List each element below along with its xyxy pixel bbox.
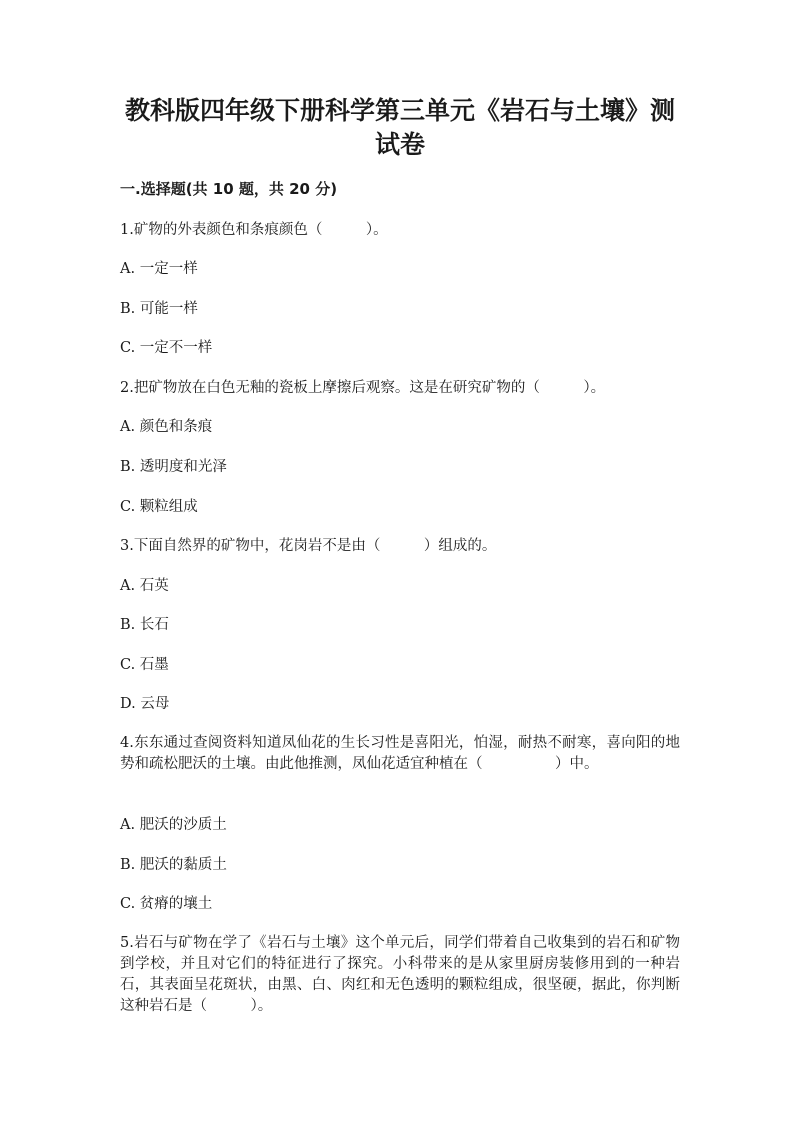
question-stem: 5.岩石与矿物在学了《岩石与土壤》这个单元后，同学们带着自己收集到的岩石和矿物到学校，并且对它们的特征进行了探究。小科带来的是从家里厨房装修用到的一种岩石，其表面呈花斑状，由黑、白、肉红和无色透明的颗粒组成，很坚硬，据此，你判断这种岩石是（ ）。 (120, 935, 680, 1014)
question-option: A. 一定一样 (120, 261, 198, 277)
question-option: B. 可能一样 (120, 301, 198, 317)
question-option: A. 石英 (120, 578, 169, 594)
question-option: D. 云母 (120, 696, 170, 712)
question-option: C. 一定不一样 (120, 340, 213, 356)
question-stem: 4.东东通过查阅资料知道凤仙花的生长习性是喜阳光，怕湿，耐热不耐寒，喜向阳的地势和疏松肥沃的土壤。由此他推测，凤仙花适宜种植在（ ）中。 (120, 735, 680, 772)
question-option: B. 肥沃的黏质土 (120, 857, 227, 873)
question-stem: 1.矿物的外表颜色和条痕颜色（ ）。 (120, 222, 388, 238)
page-title: 教科版四年级下册科学第三单元《岩石与土壤》测试卷 (124, 96, 675, 159)
section-heading: 一.选择题(共 10 题，共 20 分) (120, 180, 338, 198)
question-option: A. 颜色和条痕 (120, 419, 213, 435)
question-stem: 2.把矿物放在白色无釉的瓷板上摩擦后观察。这是在研究矿物的（ ）。 (120, 380, 606, 396)
question-option: C. 石墨 (120, 657, 169, 673)
question-option: B. 长石 (120, 617, 169, 633)
question-option: C. 贫瘠的壤土 (120, 896, 213, 912)
question-stem: 3.下面自然界的矿物中，花岗岩不是由（ ）组成的。 (120, 538, 497, 554)
question-option: A. 肥沃的沙质土 (120, 817, 227, 833)
question-option: C. 颗粒组成 (120, 499, 198, 515)
question-option: B. 透明度和光泽 (120, 459, 227, 475)
